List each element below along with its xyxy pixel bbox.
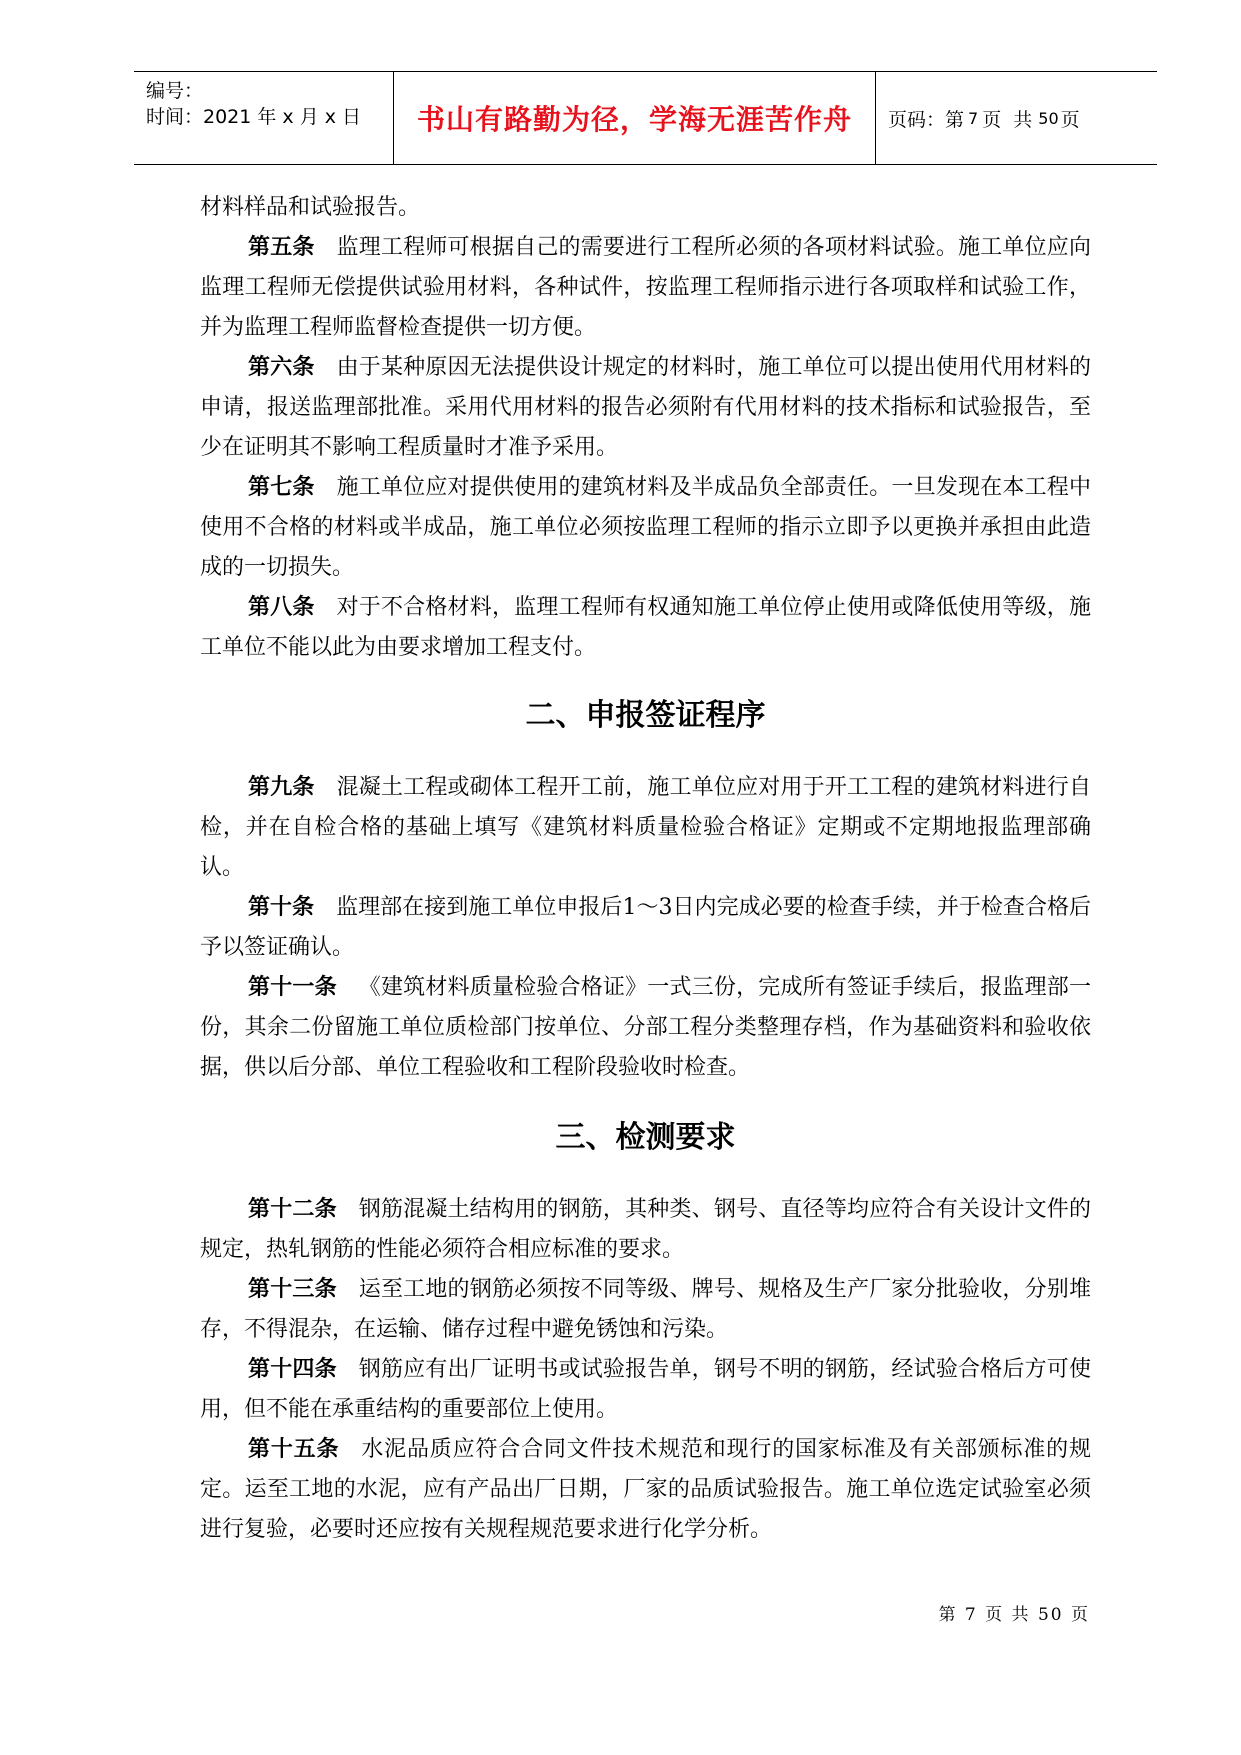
page-number: 7 — [968, 108, 979, 128]
continuation-text: 材料样品和试验报告。 — [200, 195, 421, 220]
section-heading-2: 二、申报签证程序 — [525, 698, 766, 733]
article — [200, 1190, 1091, 1270]
article — [200, 1430, 1091, 1550]
article-text: 由于某种原因无法提供设计规定的材料时，施工单位可以提出使用代用材料的申请，报送监理部批准。采用代用材料的报告必须附有代用材料的技术指标和试验报告，至少在证明其不影响工程质量时才准予采用。 — [200, 355, 1091, 460]
article — [200, 228, 1091, 348]
article — [200, 968, 1091, 1088]
article-label: 第十三条 — [248, 1277, 337, 1302]
article-text: 水泥品质应符合合同文件技术规范和现行的国家标准及有关部颁标准的规定。运至工地的水泥，应有产品出厂日期，厂家的品质试验报告。施工单位选定试验室必须进行复验，必要时还应按有关规程规范要求进行化学分析。 — [200, 1437, 1091, 1542]
article-label: 第十一条 — [248, 975, 337, 1000]
article-text: 运至工地的钢筋必须按不同等级、牌号、规格及生产厂家分批验收，分别堆存，不得混杂，在运输、储存过程中避免锈蚀和污染。 — [200, 1277, 1091, 1342]
article — [200, 588, 1091, 668]
article-text: 对于不合格材料，监理工程师有权通知施工单位停止使用或降低使用等级，施工单位不能以此为由要求增加工程支付。 — [200, 595, 1091, 660]
article — [200, 468, 1091, 588]
header-page-info — [876, 72, 1157, 164]
page-footer: 第 7 页 共 50 页 — [938, 1605, 1090, 1625]
header-meta — [134, 72, 394, 164]
articles-group-c — [200, 1190, 1091, 1550]
article-text: 钢筋应有出厂证明书或试验报告单，钢号不明的钢筋，经试验合格后方可使用，但不能在承重结构的重要部位上使用。 — [200, 1357, 1091, 1422]
article-text: 施工单位应对提供使用的建筑材料及半成品负全部责任。一旦发现在本工程中使用不合格的材料或半成品，施工单位必须按监理工程师的指示立即予以更换并承担由此造成的一切损失。 — [200, 475, 1091, 580]
article-label: 第七条 — [248, 475, 315, 500]
article-text: 钢筋混凝土结构用的钢筋，其种类、钢号、直径等均应符合有关设计文件的规定，热轧钢筋的性能必须符合相应标准的要求。 — [200, 1197, 1091, 1262]
article-text: 监理部在接到施工单位申报后1～3日内完成必要的检查手续，并于检查合格后予以签证确认。 — [200, 895, 1091, 960]
article — [200, 1350, 1091, 1430]
page-total: 50 — [1038, 108, 1059, 128]
article — [200, 348, 1091, 468]
document-body — [200, 188, 1091, 1550]
article-label: 第九条 — [248, 775, 315, 800]
article-text: 监理工程师可根据自己的需要进行工程所必须的各项材料试验。施工单位应向监理工程师无偿提供试验用材料，各种试件，按监理工程师指示进行各项取样和试验工作，并为监理工程师监督检查提供一切方便。 — [200, 235, 1091, 340]
articles-group-b — [200, 768, 1091, 1088]
article-label: 第十五条 — [248, 1437, 340, 1462]
article — [200, 888, 1091, 968]
article-label: 第八条 — [248, 595, 315, 620]
page-header — [134, 71, 1157, 165]
article — [200, 768, 1091, 888]
article-label: 第六条 — [248, 355, 315, 380]
document-number-label: 编号： — [146, 80, 204, 102]
article-label: 第十二条 — [248, 1197, 337, 1222]
article — [200, 1270, 1091, 1350]
section-heading-3: 三、检测要求 — [555, 1120, 736, 1155]
article-text: 混凝土工程或砌体工程开工前，施工单位应对用于开工工程的建筑材料进行自检，并在自检合格的基础上填写《建筑材料质量检验合格证》定期或不定期地报监理部确认。 — [200, 775, 1091, 880]
header-motto: 书山有路勤为径，学海无涯苦作舟 — [394, 72, 876, 164]
page-prefix: 页码：第 — [888, 108, 965, 131]
article-label: 第五条 — [248, 235, 315, 260]
page-mid: 页 共 — [982, 108, 1033, 131]
articles-group-a — [200, 228, 1091, 668]
article-label: 第十条 — [248, 895, 315, 920]
article-label: 第十四条 — [248, 1357, 337, 1382]
article-text: 《建筑材料质量检验合格证》一式三份，完成所有签证手续后，报监理部一份，其余二份留施工单位质检部门按单位、分部工程分类整理存档，作为基础资料和验收依据，供以后分部、单位工程验收和工程阶段验收时检查。 — [200, 975, 1091, 1080]
page-suffix: 页 — [1060, 108, 1080, 131]
document-time: 时间：2021 年 x 月 x 日 — [146, 106, 362, 128]
